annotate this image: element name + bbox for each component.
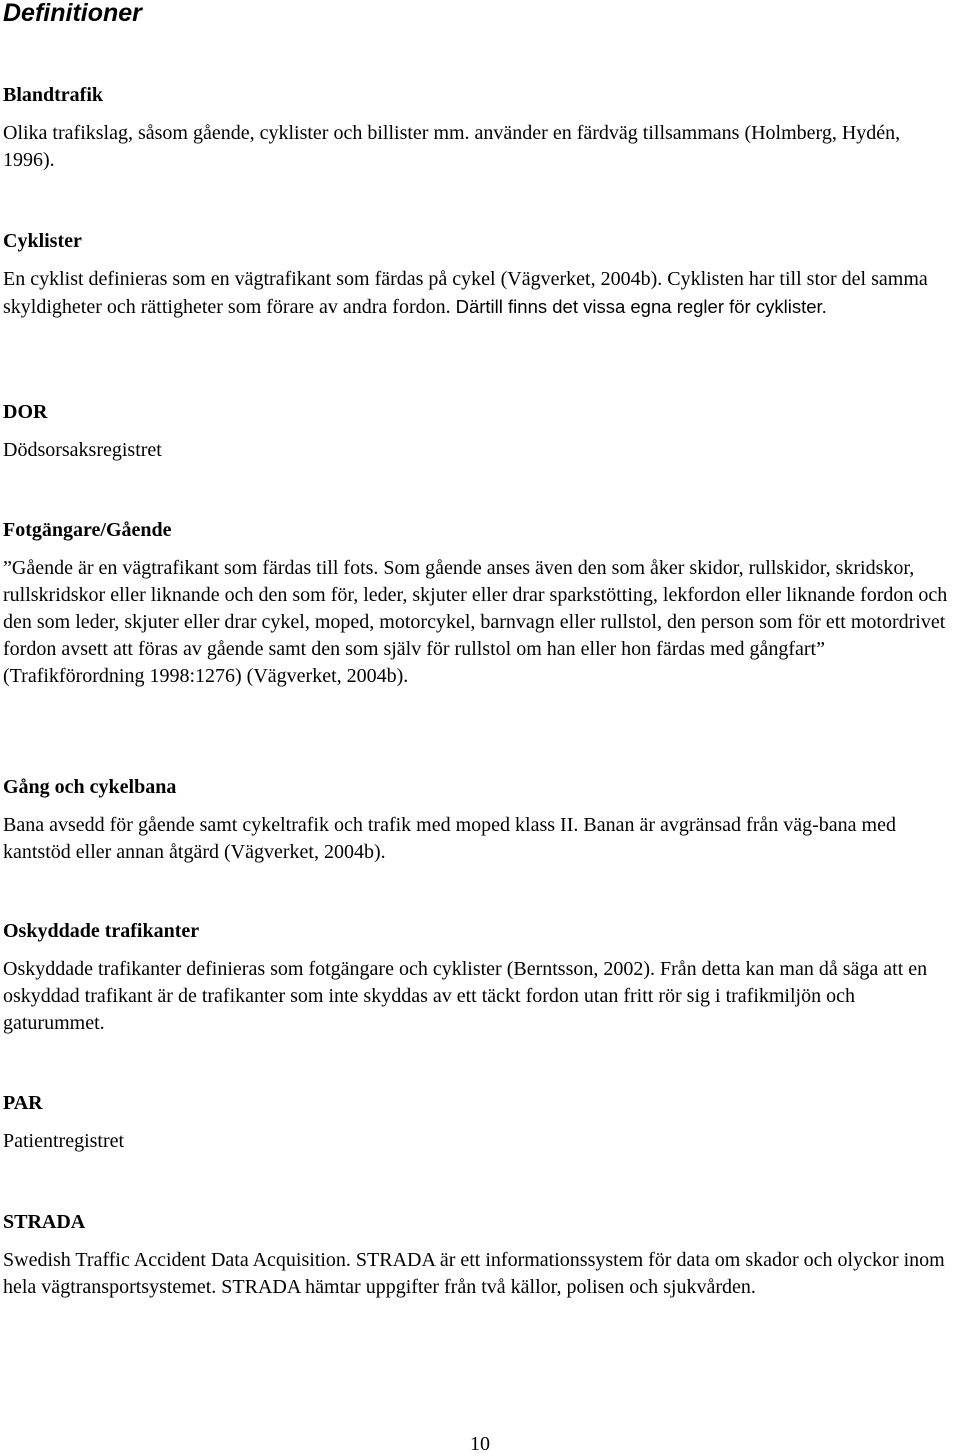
definition-term: DOR (3, 401, 48, 423)
definition-oskyddade-trafikanter (3, 918, 953, 1037)
definition-text-segment: ”Gående är en vägtrafikant som färdas till fots. Som gående anses även den som åker skidor, rullskidor, skridskor, rullskridskor eller liknande och den som för, leder, skjuter eller drar sparkstötting, lekfordon eller liknande fordon och den som leder, skjuter eller drar cykel, moped, motorcykel, barnvagn eller rullstol, den person som för ett motordrivet fordon avsett att föras av gående samt den som själv för rullstol om han eller hon färdas med gångfart” (Trafikförordning 1998:1276) (Vägverket, 2004b). (3, 557, 948, 687)
definition-text (3, 555, 953, 690)
definition-text (3, 956, 953, 1037)
definition-text (3, 437, 953, 464)
definition-strada (3, 1209, 953, 1301)
definition-term: Fotgängare/Gående (3, 519, 172, 541)
definition-text (3, 1128, 953, 1155)
definition-text (3, 266, 953, 321)
definition-fotgängare-gående (3, 517, 953, 690)
definition-gång-och-cykelbana (3, 774, 953, 866)
definition-text (3, 1247, 953, 1301)
definition-term: Gång och cykelbana (3, 776, 177, 798)
definition-cyklister (3, 228, 953, 321)
definition-dor (3, 399, 953, 464)
definition-term: Cyklister (3, 230, 82, 252)
definition-text-segment: Olika trafikslag, såsom gående, cyklister och billister mm. använder en färdväg tillsammans (Holmberg, Hydén, 1996). (3, 122, 901, 171)
definition-text (3, 120, 953, 174)
page-title: Definitioner (3, 0, 142, 27)
definition-text-segment: Patientregistret (3, 1130, 125, 1152)
definition-text-segment: Oskyddade trafikanter definieras som fotgängare och cyklister (Berntsson, 2002). Från detta kan man då säga att en oskyddad trafikant är de trafikanter som inte skyddas av ett täckt fordon utan fritt rör sig i trafikmiljön och gaturummet. (3, 958, 928, 1034)
definition-blandtrafik (3, 82, 953, 174)
definition-text-segment: En cyklist definieras som en vägtrafikant som färdas på cykel (Vägverket, 2004b). Cyklisten har till stor del samma skyldigheter och rättigheter som förare av andra fordon. (3, 268, 928, 318)
definition-term: PAR (3, 1092, 43, 1114)
definition-term: STRADA (3, 1211, 86, 1233)
page-number: 10 (470, 1433, 490, 1455)
definition-text (3, 812, 953, 866)
definition-term: Oskyddade trafikanter (3, 920, 200, 942)
definition-text-segment: Bana avsedd för gående samt cykeltrafik och trafik med moped klass II. Banan är avgränsad från väg-bana med kantstöd eller annan åtgärd (Vägverket, 2004b). (3, 814, 896, 863)
definition-text-segment: Därtill finns det vissa egna regler för cyklister. (455, 296, 827, 317)
definition-par (3, 1090, 953, 1155)
definition-text-segment: Swedish Traffic Accident Data Acquisition. STRADA är ett informationssystem för data om skador och olyckor inom hela vägtransportsystemet. STRADA hämtar uppgifter från två källor, polisen och sjukvården. (3, 1249, 945, 1298)
definition-term: Blandtrafik (3, 84, 104, 106)
definition-text-segment: Dödsorsaksregistret (3, 439, 162, 461)
